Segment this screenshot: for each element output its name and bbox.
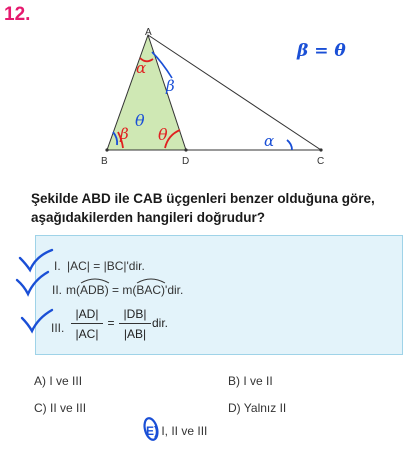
statement-2-numeral: II.: [52, 283, 63, 297]
choice-b[interactable]: [228, 374, 273, 388]
statement-3-numeral: III.: [51, 321, 65, 335]
choice-e[interactable]: [146, 424, 207, 438]
fraction-2-numerator: |DB|: [123, 307, 147, 321]
vertex-d-label: D: [182, 156, 190, 167]
vertex-c-label: C: [317, 156, 325, 167]
choice-a-letter: A): [34, 374, 46, 388]
vertex-a-label: A: [145, 27, 152, 38]
choice-a[interactable]: [34, 374, 82, 388]
handwritten-note: β = θ: [297, 41, 346, 61]
angle-theta-d: θ: [158, 125, 168, 144]
choice-a-text: I ve III: [49, 374, 83, 388]
question-stem-line2: aşağıdakilerden hangileri doğrudur?: [31, 210, 266, 225]
check-mark-2: [17, 272, 48, 294]
choice-e-letter: E): [146, 424, 158, 438]
choice-d[interactable]: [228, 401, 286, 415]
statement-3-post: dir.: [152, 316, 169, 330]
angle-beta-b: β: [120, 125, 129, 143]
statement-2-post: )'dir.: [161, 283, 184, 297]
question-number: 12.: [4, 4, 31, 25]
choice-d-letter: D): [228, 401, 241, 415]
choice-c[interactable]: [34, 401, 86, 415]
check-mark-3: [22, 310, 52, 331]
angle-alpha-a: α: [136, 59, 147, 77]
fraction-2-denominator: |AB|: [123, 327, 147, 341]
statement-2-pre: m(: [66, 283, 80, 297]
choice-b-text: I ve II: [243, 374, 273, 388]
fraction-1-denominator: |AC|: [75, 327, 99, 341]
fraction-1-numerator: |AD|: [75, 307, 99, 321]
fraction-equals: =: [107, 316, 115, 330]
choice-c-letter: C): [34, 401, 47, 415]
angle-theta-b: θ: [135, 111, 145, 130]
statement-2-angle2: BAC: [136, 283, 162, 297]
statement-2-mid: ) = m(: [104, 283, 137, 297]
angle-alpha-c: α: [264, 132, 275, 150]
choice-e-text: I, II ve III: [161, 424, 208, 438]
statement-1-text: |AC| = |BC|'dir.: [67, 259, 145, 273]
question-stem-line1: Şekilde ABD ile CAB üçgenleri benzer olduğuna göre,: [31, 191, 375, 206]
statement-1-numeral: I.: [54, 259, 61, 273]
check-mark-1: [20, 250, 52, 270]
angle-beta-a: β: [166, 77, 175, 95]
statement-2-angle1: ADB: [80, 283, 105, 297]
choice-d-text: Yalnız II: [243, 401, 287, 415]
vertex-b-label: B: [101, 156, 108, 167]
choice-c-text: II ve III: [50, 401, 87, 415]
choice-b-letter: B): [228, 374, 240, 388]
